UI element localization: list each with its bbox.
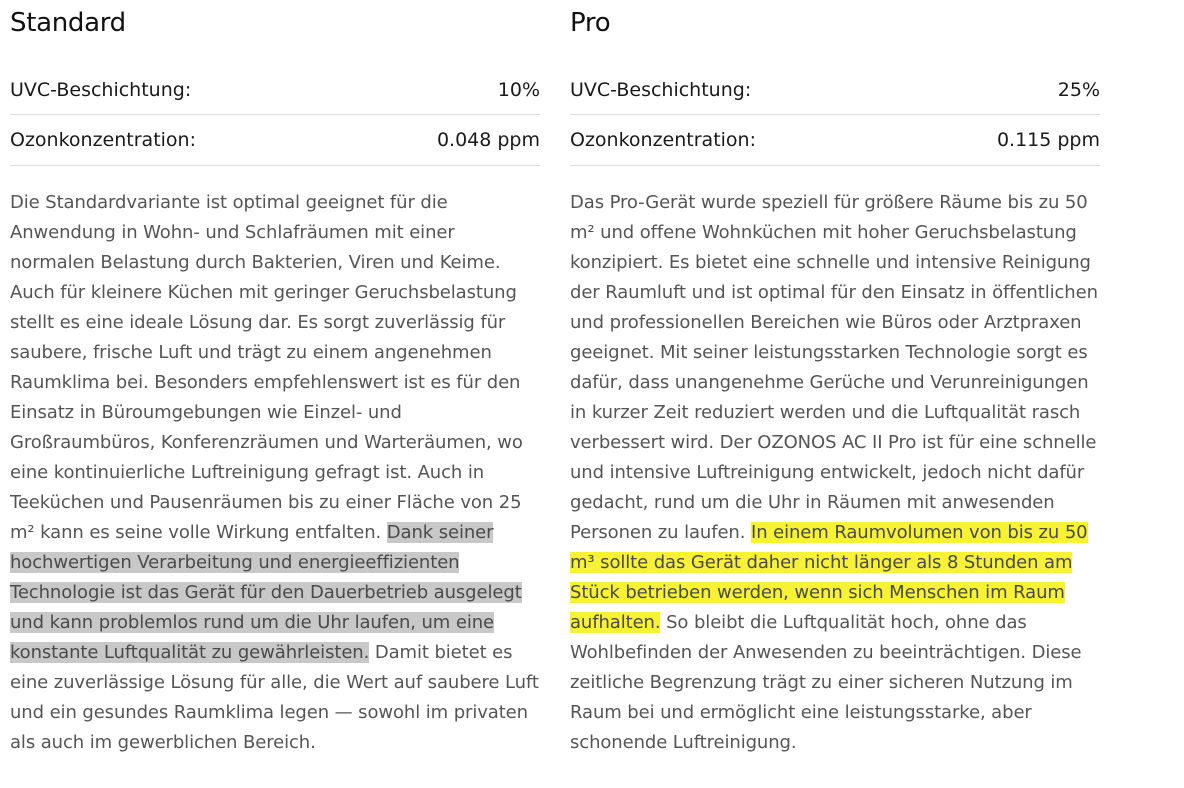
description-text: Das Pro-Gerät wurde speziell für größere Räume bis zu 50 m² und offene Wohnküchen mit hoher Geruchsbelastung konzipiert. Es bietet eine schnelle und intensive Reinigung der Raumluft und ist optimal für den Einsatz in öffentlichen und professionellen Bereichen wie Büros oder Arztpraxen geeignet. Mit seiner leistungsstarken Technologie sorgt es dafür, dass unangenehme Gerüche und Verunreinigungen in kurzer Zeit reduziert werden und die Luftqualität rasch verbessert wird. Der OZONOS AC II Pro ist für eine schnelle und intensive Luftreinigung entwickelt, jedoch nicht dafür gedacht, rund um die Uhr in Räumen mit anwesenden Personen zu laufen. xyxy=(570,192,1098,543)
spec-row-uvc xyxy=(570,66,1100,115)
description-text: Die Standardvariante ist optimal geeignet für die Anwendung in Wohn- und Schlafräumen mit einer normalen Belastung durch Bakterien, Viren und Keime. Auch für kleinere Küchen mit geringer Geruchsbelastung stellt es eine ideale Lösung dar. Es sorgt zuverlässig für saubere, frische Luft und trägt zu einem angenehmen Raumklima bei. Besonders empfehlenswert ist es für den Einsatz in Büroumgebungen wie Einzel- und Großraumbüros, Konferenzräumen und Warteräumen, wo eine kontinuierliche Luftreinigung gefragt ist. Auch in Teeküchen und Pausenräumen bis zu einer Fläche von 25 m² kann es seine volle Wirkung entfalten. xyxy=(10,192,523,543)
spec-row-ozone xyxy=(570,115,1100,166)
description-text: So bleibt die Luftqualität hoch, ohne das Wohlbefinden der Anwesenden zu beeinträchtigen. Diese zeitliche Begrenzung trägt zu einer sicheren Nutzung im Raum bei und ermöglicht eine leistungsstarke, aber schonende Luftreinigung. xyxy=(570,612,1082,753)
spec-value: 10% xyxy=(497,79,540,101)
highlighted-text: In einem Raumvolumen von bis zu 50 m³ sollte das Gerät daher nicht länger als 8 Stunden am Stück betrieben werden, wenn sich Menschen im Raum aufhalten. xyxy=(570,522,1088,633)
standard-spec-table xyxy=(10,66,540,166)
spec-label: Ozonkonzentration: xyxy=(10,129,196,151)
highlighted-text: Dank seiner hochwertigen Verarbeitung und energieeffizienten Technologie ist das Gerät für den Dauerbetrieb ausgelegt und kann problemlos rund um die Uhr laufen, um eine konstante Luftqualität zu gewährleisten. xyxy=(10,522,522,663)
standard-description xyxy=(10,188,540,758)
standard-title: Standard xyxy=(10,8,126,38)
pro-description xyxy=(570,188,1100,758)
spec-label: Ozonkonzentration: xyxy=(570,129,756,151)
spec-value: 0.048 ppm xyxy=(436,129,540,151)
spec-row-uvc xyxy=(10,66,540,115)
pro-column xyxy=(570,0,1100,776)
spec-row-ozone xyxy=(10,115,540,166)
spec-label: UVC-Beschichtung: xyxy=(570,79,752,101)
pro-spec-table xyxy=(570,66,1100,166)
spec-label: UVC-Beschichtung: xyxy=(10,79,192,101)
description-text: Damit bietet es eine zuverlässige Lösung für alle, die Wert auf saubere Luft und ein gesundes Raumklima legen — sowohl im privaten als auch im gewerblichen Bereich. xyxy=(10,642,539,753)
spec-value: 0.115 ppm xyxy=(996,129,1100,151)
standard-column xyxy=(10,0,540,776)
pro-title: Pro xyxy=(570,8,611,38)
spec-value: 25% xyxy=(1057,79,1100,101)
